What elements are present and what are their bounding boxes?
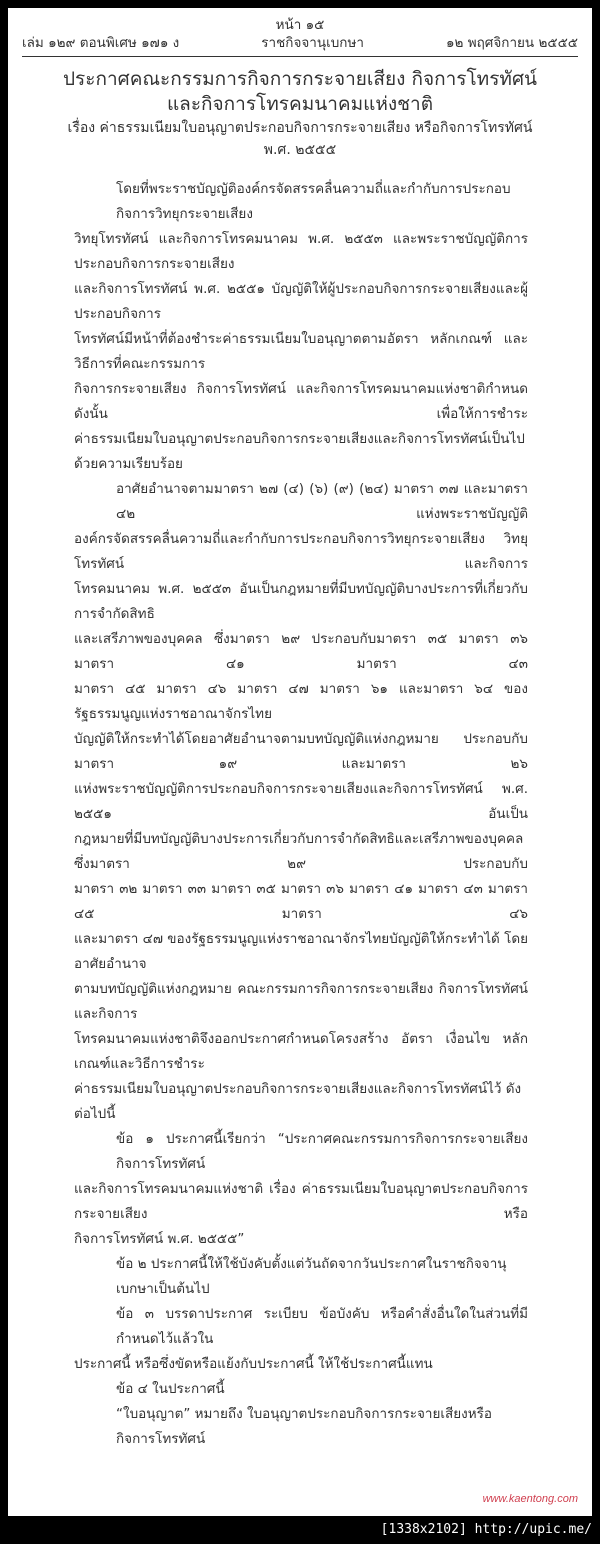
body-line: ข้อ ๒ ประกาศนี้ให้ใช้บังคับตั้งแต่วันถัดจากวันประกาศในราชกิจจานุเบกษาเป็นต้นไป [116,1256,507,1297]
body-line: กิจการกระจายเสียง กิจการโทรทัศน์ และกิจการโทรคมนาคมแห่งชาติกำหนด ดังนั้น เพื่อให้การชำระ [74,381,528,422]
title-line-1: ประกาศคณะกรรมการกิจการกระจายเสียง กิจการโทรทัศน์ [63,68,537,90]
subject: เรื่อง ค่าธรรมเนียมใบอนุญาตประกอบกิจการกระจายเสียง หรือกิจการโทรทัศน์ [67,120,533,136]
body-line: และมาตรา ๔๗ ของรัฐธรรมนูญแห่งราชอาณาจักรไทยบัญญัติให้กระทำได้ โดยอาศัยอำนาจ [74,931,528,972]
body-line: และกิจการโทรคมนาคมแห่งชาติ เรื่อง ค่าธรรมเนียมใบอนุญาตประกอบกิจการกระจายเสียง หรือ [74,1181,528,1222]
body-line: ค่าธรรมเนียมใบอนุญาตประกอบกิจการกระจายเสียงและกิจการโทรทัศน์เป็นไปด้วยความเรียบร้อย [74,431,525,472]
body-line: โทรคมนาคมแห่งชาติจึงออกประกาศกำหนดโครงสร้าง อัตรา เงื่อนไข หลักเกณฑ์และวิธีการชำระ [74,1031,528,1072]
document-page [8,8,592,1516]
body-line: โทรทัศน์มีหน้าที่ต้องชำระค่าธรรมเนียมใบอนุญาตตามอัตรา หลักเกณฑ์ และวิธีการที่คณะกรรมการ [74,331,528,372]
gazette-date: ๑๒ พฤศจิกายน ๒๕๕๕ [445,35,578,51]
body-line: มาตรา ๔๕ มาตรา ๔๖ มาตรา ๔๗ มาตรา ๖๑ และมาตรา ๖๔ ของรัฐธรรมนูญแห่งราชอาณาจักรไทย [74,681,528,722]
body-line: “ใบอนุญาต” หมายถึง ใบอนุญาตประกอบกิจการกระจายเสียงหรือกิจการโทรทัศน์ [116,1406,493,1447]
gazette-header [22,34,578,57]
body-line: ประกาศนี้ หรือซึ่งขัดหรือแย้งกับประกาศนี้ ให้ใช้ประกาศนี้แทน [74,1356,433,1372]
body-line: ค่าธรรมเนียมใบอนุญาตประกอบกิจการกระจายเสียงและกิจการโทรทัศน์ไว้ ดังต่อไปนี้ [74,1081,522,1122]
title-line-2: และกิจการโทรคมนาคมแห่งชาติ [166,93,434,115]
body-line: วิทยุโทรทัศน์ และกิจการโทรคมนาคม พ.ศ. ๒๕๕๓ และพระราชบัญญัติการประกอบกิจการกระจายเสียง [74,231,528,272]
watermark: www.kaentong.com [482,1493,578,1505]
body-line: โดยที่พระราชบัญญัติองค์กรจัดสรรคลื่นความถี่และกำกับการประกอบกิจการวิทยุกระจายเสียง [116,181,511,222]
year: พ.ศ. ๒๕๕๕ [263,142,337,158]
body-line: บัญญัติให้กระทำได้โดยอาศัยอำนาจตามบทบัญญัติแห่งกฎหมาย ประกอบกับมาตรา ๑๙ และมาตรา ๒๖ [74,731,528,772]
body-line: ข้อ ๑ ประกาศนี้เรียกว่า “ประกาศคณะกรรมการกิจการกระจายเสียง กิจการโทรทัศน์ [116,1131,528,1172]
body-line: กิจการโทรทัศน์ พ.ศ. ๒๕๕๕” [74,1231,245,1247]
body-line: ข้อ ๓ บรรดาประกาศ ระเบียบ ข้อบังคับ หรือคำสั่งอื่นใดในส่วนที่มีกำหนดไว้แล้วใน [116,1306,528,1347]
body-line: และเสรีภาพของบุคคล ซึ่งมาตรา ๒๙ ประกอบกับมาตรา ๓๕ มาตรา ๓๖ มาตรา ๔๑ มาตรา ๔๓ [74,631,528,672]
body-line: และกิจการโทรทัศน์ พ.ศ. ๒๕๕๑ บัญญัติให้ผู้ประกอบกิจการกระจายเสียงและผู้ประกอบกิจการ [74,281,528,322]
body-line: กฎหมายที่มีบทบัญญัติบางประการเกี่ยวกับการจำกัดสิทธิและเสรีภาพของบุคคล ซึ่งมาตรา ๒๙ ประกอบกับ [74,831,528,872]
body-line: อาศัยอำนาจตามมาตรา ๒๗ (๔) (๖) (๙) (๒๔) มาตรา ๓๗ และมาตรา ๔๒ แห่งพระราชบัญญัติ [116,481,528,522]
gazette-name: ราชกิจจานุเบกษา [261,35,364,51]
body-line: โทรคมนาคม พ.ศ. ๒๕๕๓ อันเป็นกฎหมายที่มีบทบัญญัติบางประการที่เกี่ยวกับการจำกัดสิทธิ [74,581,528,622]
document-body [22,177,578,1452]
body-line: แห่งพระราชบัญญัติการประกอบกิจการกระจายเสียงและกิจการโทรทัศน์ พ.ศ. ๒๕๕๑ อันเป็น [74,781,528,822]
body-line: ตามบทบัญญัติแห่งกฎหมาย คณะกรรมการกิจการกระจายเสียง กิจการโทรทัศน์ และกิจการ [74,981,528,1022]
body-line: ข้อ ๔ ในประกาศนี้ [116,1381,225,1397]
body-line: มาตรา ๓๒ มาตรา ๓๓ มาตรา ๓๕ มาตรา ๓๖ มาตรา ๔๑ มาตรา ๔๓ มาตรา ๔๕ มาตรา ๔๖ [74,881,528,922]
body-line: องค์กรจัดสรรคลื่นความถี่และกำกับการประกอบกิจการวิทยุกระจายเสียง วิทยุโทรทัศน์ และกิจการ [74,531,528,572]
gazette-volume: เล่ม ๑๒๙ ตอนพิเศษ ๑๗๑ ง [22,35,180,51]
page-number: หน้า ๑๕ [275,17,325,33]
image-info-bar: [1338x2102] http://upic.me/ [380,1522,592,1537]
